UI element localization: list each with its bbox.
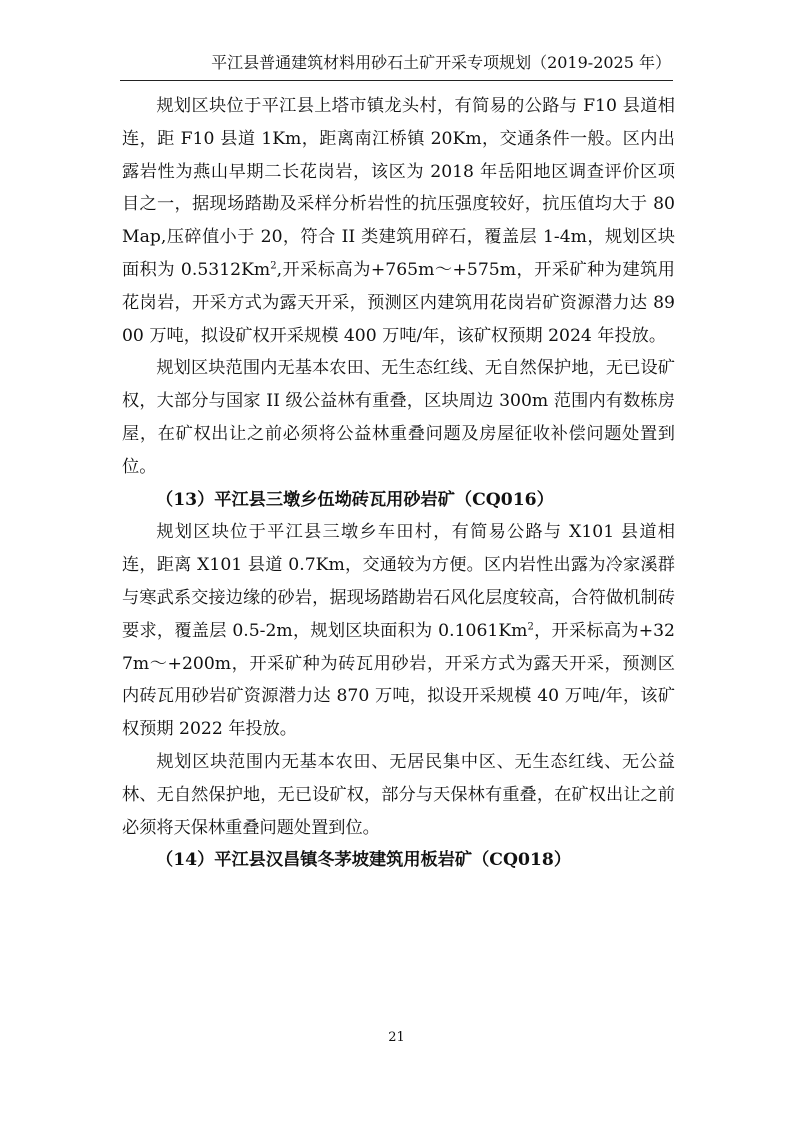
superscript: 2 [527,621,534,633]
paragraph-block-12-constraints: 规划区块范围内无基本农田、无生态红线、无自然保护地，无已设矿权，大部分与国家 II 级公益林有重叠，区块周边 300m 范围内有数栋房屋，在矿权出让之前必须将公益林重叠问题及房屋征收补偿问题处置到位。 [122,358,675,477]
paragraph-text: ,开采标高为+765m～+575m，开采矿种为建筑用花岗岩，开采方式为露天开采，预测区内建筑用花岗岩矿资源潜力达 8900 万吨，拟设矿权开采规模 400 万吨/年，该矿权预期 2024 年投放。 [122,259,675,346]
paragraph-block-13-location [122,516,675,746]
paragraph-block-13-constraints: 规划区块范围内无基本农田、无居民集中区、无生态红线、无公益林、无自然保护地，无已设矿权，部分与天保林有重叠，在矿权出让之前必须将天保林重叠问题处置到位。 [122,751,675,838]
header-divider [120,80,673,81]
section-heading-14: （14）平江县汉昌镇冬茅坡建筑用板岩矿（CQ018） [156,850,572,871]
paragraph-text: ，开采标高为+327m～+200m，开采矿种为砖瓦用砂岩，开采方式为露天开采，预测区内砖瓦用砂岩矿资源潜力达 870 万吨，拟设开采规模 40 万吨/年，该矿权预期 2022 年投放。 [122,620,675,740]
section-heading-13: （13）平江县三墩乡伍坳砖瓦用砂岩矿（CQ016） [156,489,554,510]
paragraph-text: 规划区块位于平江县三墩乡车田村，有简易公路与 X101 县道相连，距离 X101 县道 0.7Km，交通较为方便。区内岩性出露为冷家溪群与寒武系交接边缘的砂岩，据现场踏勘岩石风化层度较高，合符做机制砖要求，覆盖层 0.5-2m，规划区块面积为 0.1061Km [122,522,675,641]
paragraph-block-12-location [122,90,675,352]
document-body [122,90,675,877]
page-number: 21 [388,1030,405,1045]
page-header: 平江县普通建筑材料用砂石土矿开采专项规划（2019-2025 年） [211,53,671,72]
superscript: 2 [270,260,277,272]
paragraph-text: 规划区块位于平江县上塔市镇龙头村，有简易的公路与 F10 县道相连，距 F10 县道 1Km，距离南江桥镇 20Km，交通条件一般。区内出露岩性为燕山早期二长花岗岩，该区为 2018 年岳阳地区调查评价区项目之一，据现场踏勘及采样分析岩性的抗压强度较好，抗压值均大于 80Map,压碎值小于 20，符合 II 类建筑用碎石，覆盖层 1-4m，规划区块面积为 0.5312Km [122,96,675,280]
